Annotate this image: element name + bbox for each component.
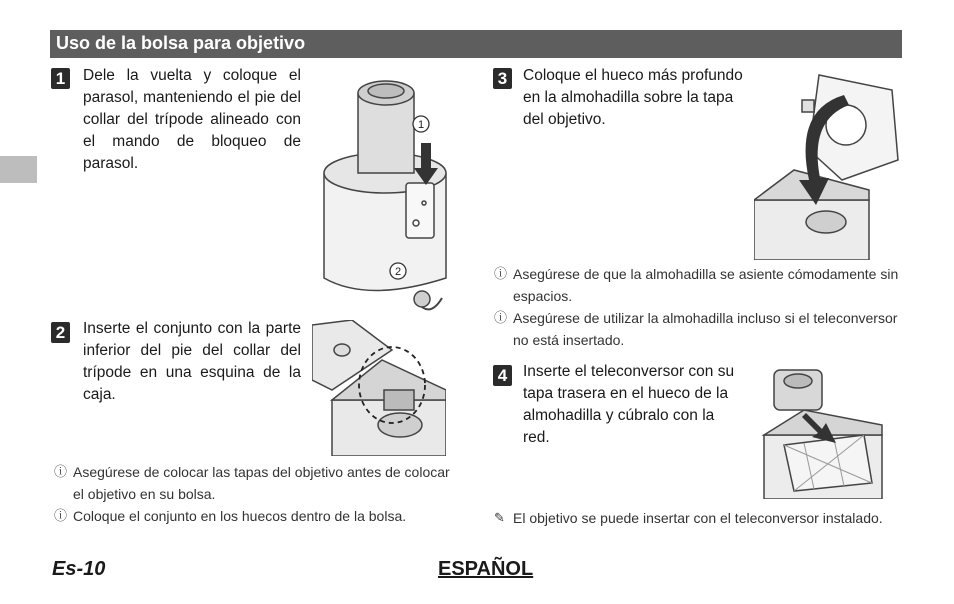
section-tab [0, 156, 37, 183]
page-number: Es-10 [52, 558, 106, 580]
step-3-number: 3 [493, 68, 512, 89]
callout-1: 1 [417, 119, 425, 131]
tip-right: ✎ El objetivo se puede insertar con el teleconversor instalado. [494, 507, 904, 529]
caution-icon: ⓘ [54, 508, 68, 523]
step-1-text: Dele la vuelta y coloque el parasol, manteniendo el pie del collar del trípode alineado con el mando de bloqueo de parasol. [83, 67, 301, 172]
section-title: Uso de la bolsa para objetivo [56, 33, 306, 53]
step-2-text: Inserte el conjunto con la parte inferior del pie del collar del trípode en una esquina de la caja. [83, 320, 301, 403]
step-4-number: 4 [493, 365, 512, 386]
callout-2: 2 [394, 266, 402, 278]
lens-hood-illustration [318, 73, 456, 318]
step-3-text: Coloque el hueco más profundo en la almohadilla sobre la tapa del objetivo. [523, 67, 743, 128]
pad-placement-illustration [754, 70, 902, 260]
note-right-1: ⓘ Asegúrese de que la almohadilla se asiente cómodamente sin espacios. [494, 263, 904, 307]
case-insert-illustration [312, 320, 446, 456]
teleconverter-insert-illustration [754, 365, 886, 499]
language-label: ESPAÑOL [438, 558, 534, 580]
note-left-1: ⓘ Asegúrese de colocar las tapas del objetivo antes de colocar el objetivo en su bolsa. [54, 461, 464, 505]
caution-icon: ⓘ [54, 464, 68, 479]
section-header [50, 30, 902, 58]
caution-icon: ⓘ [494, 310, 508, 325]
step-1-number: 1 [51, 68, 70, 89]
step-2-number: 2 [51, 322, 70, 343]
step-4-text: Inserte el teleconversor con su tapa trasera en el hueco de la almohadilla y cúbralo con la red. [523, 363, 735, 446]
note-right-2: ⓘ Asegúrese de utilizar la almohadilla incluso si el teleconversor no está insertado. [494, 307, 904, 351]
caution-icon: ⓘ [494, 266, 508, 281]
pencil-tip-icon: ✎ [494, 510, 505, 525]
note-left-2: ⓘ Coloque el conjunto en los huecos dentro de la bolsa. [54, 505, 464, 527]
